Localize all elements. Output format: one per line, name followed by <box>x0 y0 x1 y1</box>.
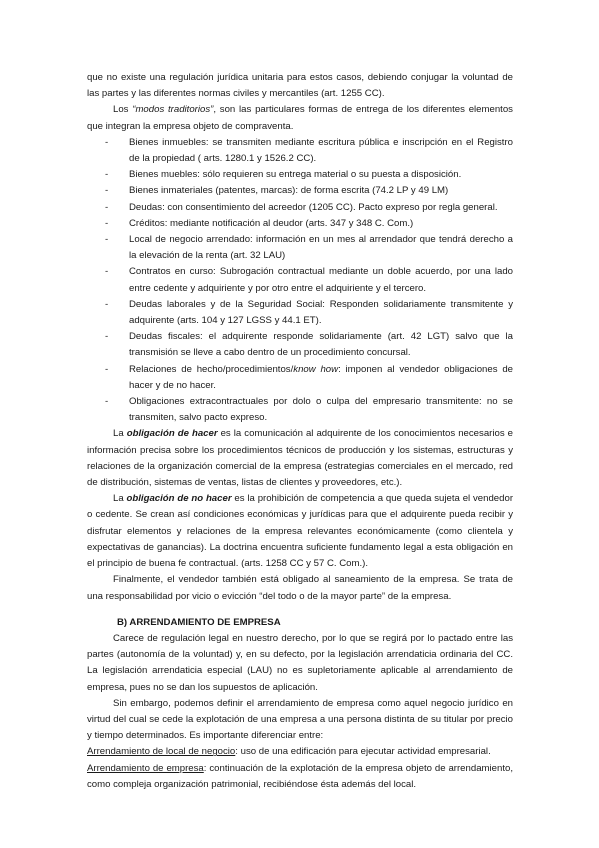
paragraph-text: La <box>113 428 127 440</box>
paragraph-text: es la comunicación al adquirente de los conocimientos necesarios e información precisa sobre los procedimientos técnicos de producción y los sistemas, estructuras y relaciones de la organización comercial de la empresa (estrategias comerciales en el mercado, red de distribución, sistemas de ventas, listas de clientes y proveedores, etc.). <box>87 428 513 489</box>
definition-text: : continuación de la explotación de la empresa objeto de arrendamiento, como compleja organización patrimonial, recibiéndose ésta además del local. <box>87 762 513 790</box>
list-item: - Créditos: mediante notificación al deudor (arts. 347 y 348 C. Com.) <box>87 216 513 232</box>
paragraph-saneamiento: Finalmente, el vendedor también está obligado al saneamiento de la empresa. Se trata de una responsabilidad por vicio o evicción “del todo o de la mayor parte” de la empresa. <box>87 574 513 602</box>
list-item: - Contratos en curso: Subrogación contractual mediante un doble acuerdo, por una lado entre cedente y adquiriente y por otro entre el adquiriente y el tercero. <box>87 264 513 296</box>
defined-term: Arrendamiento de local de negocio <box>87 746 236 758</box>
list-item: - Deudas: con consentimiento del acreedor (1205 CC). Pacto expreso por regla general. <box>87 200 513 216</box>
paragraph-intro: que no existe una regulación jurídica unitaria para estos casos, debiendo conjugar la voluntad de las partes y las diferentes normas civiles y mercantiles (art. 1255 CC). <box>87 72 513 100</box>
paragraph-obligacion-hacer <box>87 426 513 491</box>
section-heading: B) ARRENDAMIENTO DE EMPRESA <box>117 616 281 628</box>
list-item <box>87 362 513 394</box>
list-item: - Deudas fiscales: el adquirente responde solidariamente (art. 42 LGT) salvo que la transmisión se lleve a cabo dentro de un procedimiento concursal. <box>87 329 513 361</box>
definition-text: : uso de una edificación para ejecutar actividad empresarial. <box>235 746 491 758</box>
list-item-text: Relaciones de hecho/procedimientos/ <box>129 363 294 375</box>
paragraph-modos-traditorios <box>87 102 513 134</box>
paragraph-obligacion-no-hacer <box>87 491 513 572</box>
list-item: - Bienes muebles: sólo requieren su entrega material o su puesta a disposición. <box>87 167 513 183</box>
paragraph-text: La <box>113 493 127 505</box>
italic-term: “modos traditorios” <box>132 104 214 116</box>
bold-italic-term: obligación de hacer <box>126 428 218 440</box>
list-item: - Bienes inmateriales (patentes, marcas): de forma escrita (74.2 LP y 49 LM) <box>87 183 513 199</box>
paragraph-text: , son las particulares formas de entrega de los diferentes elementos que integran la empresa objeto de compraventa. <box>87 104 513 132</box>
defined-term: Arrendamiento de empresa <box>87 762 204 774</box>
bold-italic-term: obligación de no hacer <box>126 493 232 505</box>
list-item: - Deudas laborales y de la Seguridad Social: Responden solidariamente transmitente y adquirente (arts. 104 y 127 LGSS y 44.1 ET). <box>87 297 513 329</box>
list-item: - Bienes inmuebles: se transmiten mediante escritura pública e inscripción en el Registro de la propiedad ( arts. 1280.1 y 1526.2 CC). <box>87 135 513 167</box>
paragraph-regulacion: Carece de regulación legal en nuestro derecho, por lo que se regirá por lo pactado entre las partes (autonomía de la voluntad) y, en su defecto, por la legislación arrendaticia ordinaria del CC. La legislación arrendaticia especial (LAU) no es supletoriamente aplicable al arrendamiento de empresa, pues no se dan los supuestos de aplicación. <box>87 632 513 693</box>
list-item-text: : imponen al vendedor obligaciones de hacer y de no hacer. <box>129 363 513 391</box>
italic-term: know how <box>293 363 339 375</box>
modos-list <box>87 135 513 427</box>
paragraph-definicion: Sin embargo, podemos definir el arrendamiento de empresa como aquel negocio jurídico en virtud del cual se cede la explotación de una empresa a una persona distinta de su titular por precio y tiempo determinados. Es importante diferenciar entre: <box>87 697 513 742</box>
definition-local-negocio <box>87 744 513 760</box>
paragraph-text: Los <box>113 104 133 116</box>
list-item: - Local de negocio arrendado: información en un mes al arrendador que tendrá derecho a la elevación de la renta (art. 32 LAU) <box>87 232 513 264</box>
definition-arrendamiento-empresa <box>87 761 513 793</box>
paragraph-text: es la prohibición de competencia a que queda sujeta el vendedor o cedente. Se crean así condiciones económicas y jurídicas para que el adquirente pueda recibir y disfrutar elementos y relaciones de la empresa relevantes económicamente (como clientela y expectativas de ganancias). La doctrina encuentra suficiente fundamento legal a esta obligación en el principio de buena fe contractual. (arts. 1258 CC y 57 C. Com.). <box>87 493 514 570</box>
document-body <box>87 70 513 793</box>
list-item: - Obligaciones extracontractuales por dolo o culpa del empresario transmitente: no se transmiten, salvo pacto expreso. <box>87 394 513 426</box>
